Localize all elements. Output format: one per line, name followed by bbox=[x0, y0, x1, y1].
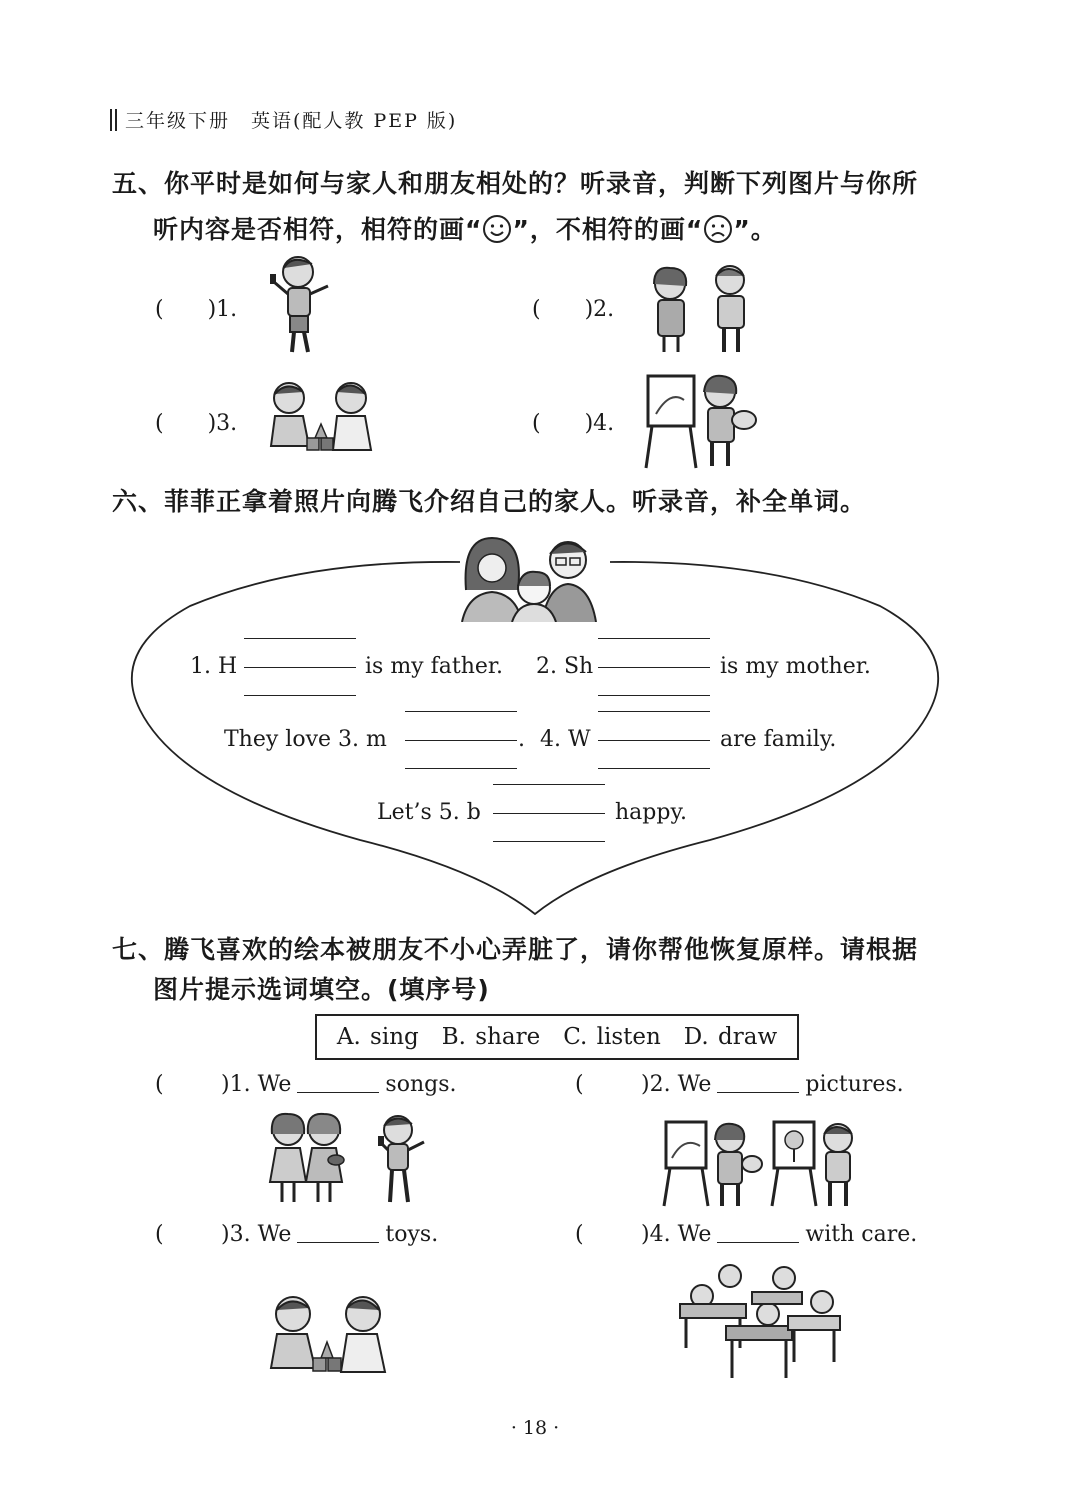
s5-item-1[interactable]: ( )1. bbox=[155, 297, 238, 322]
s7-q1-blank[interactable] bbox=[297, 1074, 379, 1093]
girl-painting-illustration bbox=[640, 370, 758, 470]
s6-blank-3[interactable] bbox=[405, 711, 517, 769]
section5-title-line1: 五、你平时是如何与家人和朋友相处的？听录音，判断下列图片与你所 bbox=[112, 169, 919, 198]
s6-sentence-3-prefix: They love 3. m bbox=[224, 727, 387, 752]
smile-face-icon bbox=[482, 214, 512, 244]
children-singing-illustration bbox=[262, 1108, 438, 1208]
boys-sharing-toys-illustration bbox=[265, 376, 377, 460]
s6-sentence-3-dot: . bbox=[518, 727, 525, 752]
page-number: · 18 · bbox=[510, 1417, 560, 1439]
girl-and-boy-illustration bbox=[640, 262, 758, 354]
boys-sharing-toys-illustration-2 bbox=[265, 1290, 391, 1382]
s6-sentence-5-text: happy. bbox=[615, 800, 687, 825]
s7-q3-blank[interactable] bbox=[297, 1224, 379, 1243]
s6-sentence-2-text: is my mother. bbox=[720, 654, 871, 679]
s6-sentence-2-prefix: 2. Sh bbox=[536, 654, 594, 679]
header-bar bbox=[110, 109, 117, 131]
s5-item-2[interactable]: ( )2. bbox=[532, 297, 615, 322]
sad-face-icon bbox=[703, 214, 733, 244]
s6-sentence-4-text: are family. bbox=[720, 727, 837, 752]
section7-title-line1: 七、腾飞喜欢的绘本被朋友不小心弄脏了，请你帮他恢复原样。请根据 bbox=[112, 935, 919, 964]
section7-title-line2: 图片提示选词填空。(填序号) bbox=[153, 975, 490, 1004]
s7-q3[interactable]: ( )3. We toys. bbox=[155, 1222, 439, 1247]
s6-blank-1[interactable] bbox=[244, 638, 356, 696]
s5-item-3[interactable]: ( )3. bbox=[155, 411, 238, 436]
s6-blank-4[interactable] bbox=[598, 711, 710, 769]
s6-blank-2[interactable] bbox=[598, 638, 710, 696]
s7-q4[interactable]: ( )4. We with care. bbox=[575, 1222, 918, 1247]
s6-sentence-4-prefix: 4. W bbox=[540, 727, 591, 752]
s6-sentence-1-prefix: 1. H bbox=[190, 654, 238, 679]
boy-singing-illustration bbox=[262, 252, 338, 358]
section6-title: 六、菲菲正拿着照片向腾飞介绍自己的家人。听录音，补全单词。 bbox=[112, 487, 867, 516]
section5-title-line2: 听内容是否相符，相符的画“ ”，不相符的画“ ”。 bbox=[153, 215, 777, 244]
s7-q2-blank[interactable] bbox=[717, 1074, 799, 1093]
s6-blank-5[interactable] bbox=[493, 784, 605, 842]
s7-q4-blank[interactable] bbox=[717, 1224, 799, 1243]
s7-q1[interactable]: ( )1. We songs. bbox=[155, 1072, 457, 1097]
family-portrait-illustration bbox=[452, 530, 612, 622]
s5-item-4[interactable]: ( )4. bbox=[532, 411, 615, 436]
word-bank-box: A. sing B. share C. listen D. draw bbox=[315, 1014, 799, 1060]
s7-q2[interactable]: ( )2. We pictures. bbox=[575, 1072, 904, 1097]
s6-sentence-1-text: is my father. bbox=[365, 654, 503, 679]
children-drawing-illustration bbox=[660, 1118, 860, 1210]
classroom-listening-illustration bbox=[672, 1262, 844, 1382]
s6-sentence-5-prefix: Let’s 5. b bbox=[377, 800, 481, 825]
running-header: 三年级下册 英语(配人教 PEP 版) bbox=[110, 106, 457, 133]
